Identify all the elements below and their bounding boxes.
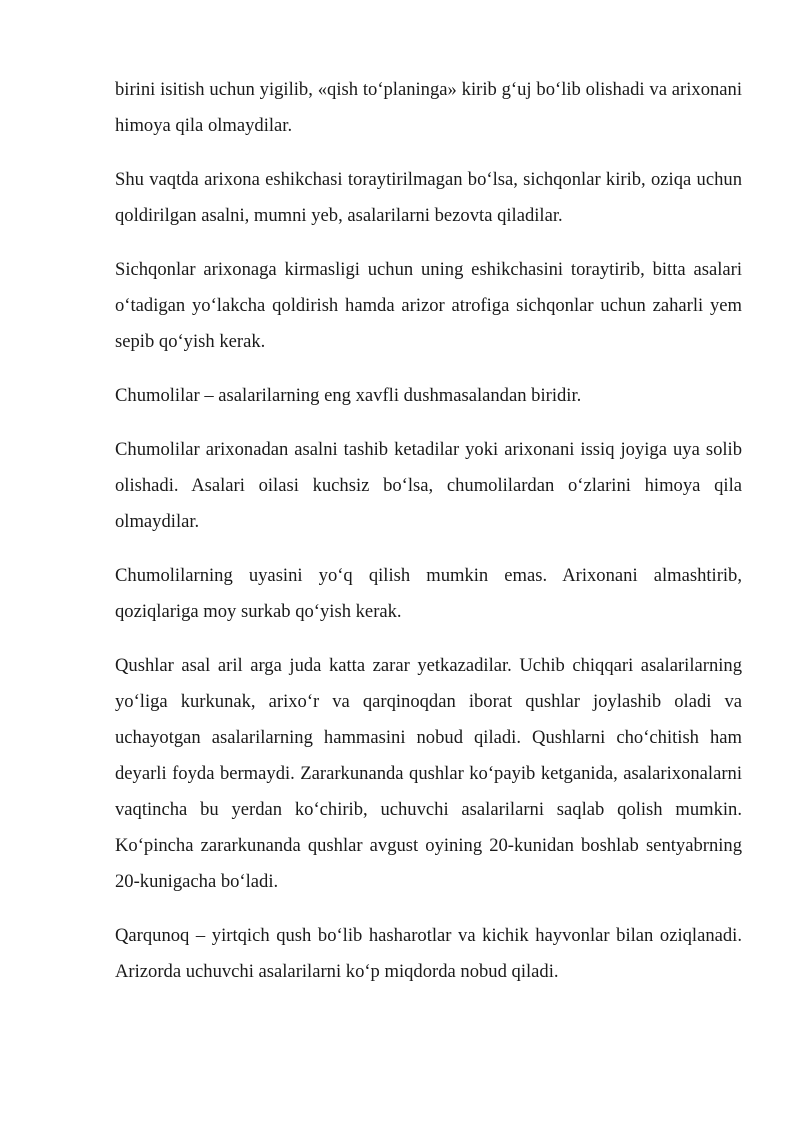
paragraph-mice-entry: Shu vaqtda arixona eshikchasi toraytirilmagan bo‘lsa, sichqonlar kirib, oziqa uchun qoldirilgan asalni, mumni yeb, asalarilarni bezovta qiladilar. <box>115 169 742 226</box>
paragraph-qarqunoq: Qarqunoq – yirtqich qush bo‘lib hasharotlar va kichik hayvonlar bilan oziqlanadi. Arizorda uchuvchi asalarilarni ko‘p miqdorda nobud qiladi. <box>115 925 742 982</box>
page-body <box>115 72 742 1008</box>
paragraph-birds: Qushlar asal aril arga juda katta zarar yetkazadilar. Uchib chiqqari asalarilarning yo‘liga kurkunak, arixo‘r va qarqinoqdan iborat qushlar joylashib oladi va uchayotgan asalarilarning hammasini nobud qiladi. Qushlarni cho‘chitish ham deyarli foyda bermaydi. Zararkunanda qushlar ko‘payib ketganida, asalarixonalarni vaqtincha bu yerdan ko‘chirib, uchuvchi asalarilarni saqlab qolish mumkin. Ko‘pincha zararkunanda qushlar avgust oyining 20-kunidan boshlab sentyabrning 20-kunigacha bo‘ladi. <box>115 655 742 892</box>
paragraph-ants-damage: Chumolilar arixonadan asalni tashib ketadilar yoki arixonani issiq joyiga uya solib olishadi. Asalari oilasi kuchsiz bo‘lsa, chumolilardan o‘zlarini himoya qila olmaydilar. <box>115 439 742 532</box>
paragraph-mice-prevention: Sichqonlar arixonaga kirmasligi uchun uning eshikchasini toraytirib, bitta asalari o‘tadigan yo‘lakcha qoldirish hamda arizor atrofiga sichqonlar uchun zaharli yem sepib qo‘yish kerak. <box>115 259 742 352</box>
paragraph-ants-intro: Chumolilar – asalarilarning eng xavfli dushmasalandan biridir. <box>115 385 582 406</box>
paragraph-ants-control: Chumolilarning uyasini yo‘q qilish mumkin emas. Arixonani almashtirib, qoziqlariga moy surkab qo‘yish kerak. <box>115 565 742 622</box>
paragraph-winter-cluster: birini isitish uchun yigilib, «qish to‘planinga» kirib g‘uj bo‘lib olishadi va arixonani himoya qila olmaydilar. <box>115 79 742 136</box>
